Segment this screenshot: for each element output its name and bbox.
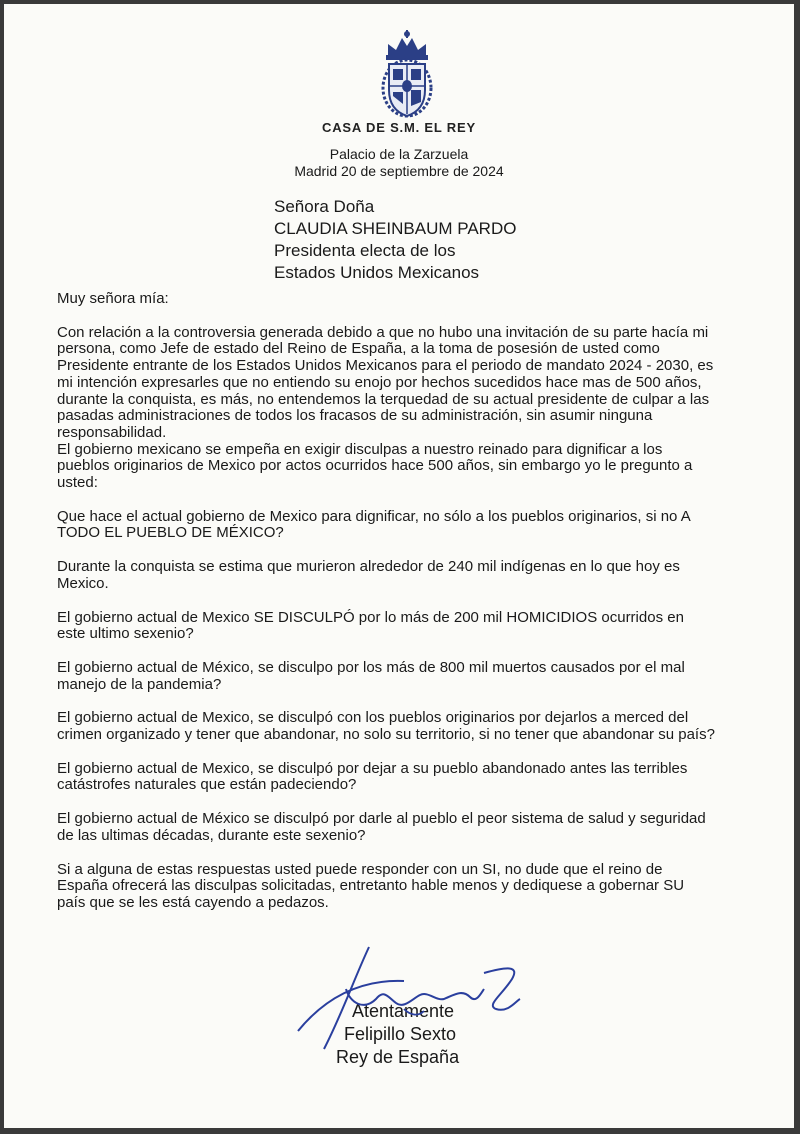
paragraph: [57, 862, 767, 912]
body-line: El gobierno actual de Mexico SE DISCULPÓ por lo más de 200 mil HOMICIDIOS ocurridos en: [57, 608, 684, 626]
recipient-line: Estados Unidos Mexicanos: [274, 263, 480, 282]
body-line: TODO EL PUEBLO DE MÉXICO?: [57, 524, 284, 542]
body-line: El gobierno actual de Mexico, se disculpó por dejar a su pueblo abandonado antes las terribles: [57, 759, 688, 777]
paragraph: [57, 509, 767, 542]
handwritten-signature: [284, 939, 534, 1054]
signatory-name: Felipillo Sexto: [344, 1024, 457, 1044]
paragraph: [57, 761, 767, 794]
recipient-line: CLAUDIA SHEINBAUM PARDO: [274, 219, 517, 238]
recipient-line: Presidenta electa de los: [274, 241, 456, 260]
body-line: Que hace el actual gobierno de Mexico para dignificar, no sólo a los pueblos originarios, si no A: [57, 507, 691, 525]
place: Palacio de la Zarzuela: [329, 146, 469, 162]
body-line: El gobierno mexicano se empeña en exigir disculpas a nuestro reinado para dignificar a los: [57, 440, 663, 458]
salutation: Muy señora mía:: [57, 290, 169, 307]
date: Madrid 20 de septiembre de 2024: [294, 163, 504, 179]
body-line: El gobierno actual de México se disculpó por darle al pueblo el peor sistema de salud y seguridad: [57, 810, 706, 828]
paragraph: [57, 811, 767, 844]
body-line: Presidente entrante de los Estados Unidos Mexicanos para el periodo de mandato 2024 - 2030, es: [57, 357, 714, 375]
body-line: Mexico.: [57, 574, 109, 592]
body-line: España ofrecerá las disculpas solicitadas, entretanto hable menos y dediquese a gobernar SU: [57, 877, 685, 895]
paragraph: [57, 610, 767, 643]
body-line: este ultimo sexenio?: [57, 625, 194, 643]
body-line: manejo de la pandemia?: [57, 675, 222, 693]
body-line: El gobierno actual de Mexico, se disculpó con los pueblos originarios por dejarlos a merced del: [57, 709, 689, 727]
body-line: persona, como Jefe de estado del Reino de España, a la toma de posesión de usted como: [57, 340, 660, 358]
signatory-title: Rey de España: [336, 1047, 460, 1067]
body-line: durante la conquista, es más, no entendemos la terquedad de su actual presidente de culpar a las: [57, 390, 710, 408]
body-line: Durante la conquista se estima que murieron alrededor de 240 mil indígenas en lo que hoy es: [57, 558, 680, 576]
letter-page: [4, 4, 794, 1128]
recipient-block: [274, 196, 516, 284]
paragraph: [57, 710, 767, 743]
body-line: crimen organizado y tener que abandonar, no solo su territorio, si no tener que abandonar su país?: [57, 726, 715, 744]
paragraph: [57, 559, 767, 592]
body-line: Con relación a la controversia generada debido a que no hubo una invitación de su parte hacía mi: [57, 323, 709, 341]
royal-house-heading: CASA DE S.M. EL REY: [322, 120, 476, 135]
body-line: Si a alguna de estas respuestas usted puede responder con un SI, no dude que el reino de: [57, 860, 663, 878]
body-line: país que se les está cayendo a pedazos.: [57, 893, 329, 911]
body-line: mi intención expresarles que no entiendo su enojo por hechos sucedidos hace mas de 500 años,: [57, 373, 702, 391]
body-line: catástrofes naturales que están padeciendo?: [57, 776, 357, 794]
body-line: El gobierno actual de México, se disculpo por los más de 800 mil muertos causados por el mal: [57, 658, 685, 676]
body-line: pueblos originarios de Mexico por actos ocurridos hace 500 años, sin embargo yo le pregunto a: [57, 457, 693, 475]
body-line: usted:: [57, 474, 98, 492]
letter-place-date: [4, 146, 794, 180]
paragraph: [57, 325, 767, 492]
letter-body: [57, 291, 767, 912]
paragraph: [57, 660, 767, 693]
body-line: pasadas administraciones de todos los fracasos de su administración, sin asumir ninguna: [57, 407, 653, 425]
valediction: Atentamente: [352, 1001, 455, 1021]
royal-coat-of-arms-icon: [376, 26, 438, 122]
recipient-line: Señora Doña: [274, 197, 375, 216]
body-line: de las ultimas décadas, durante este sexenio?: [57, 826, 366, 844]
body-line: responsabilidad.: [57, 423, 167, 441]
